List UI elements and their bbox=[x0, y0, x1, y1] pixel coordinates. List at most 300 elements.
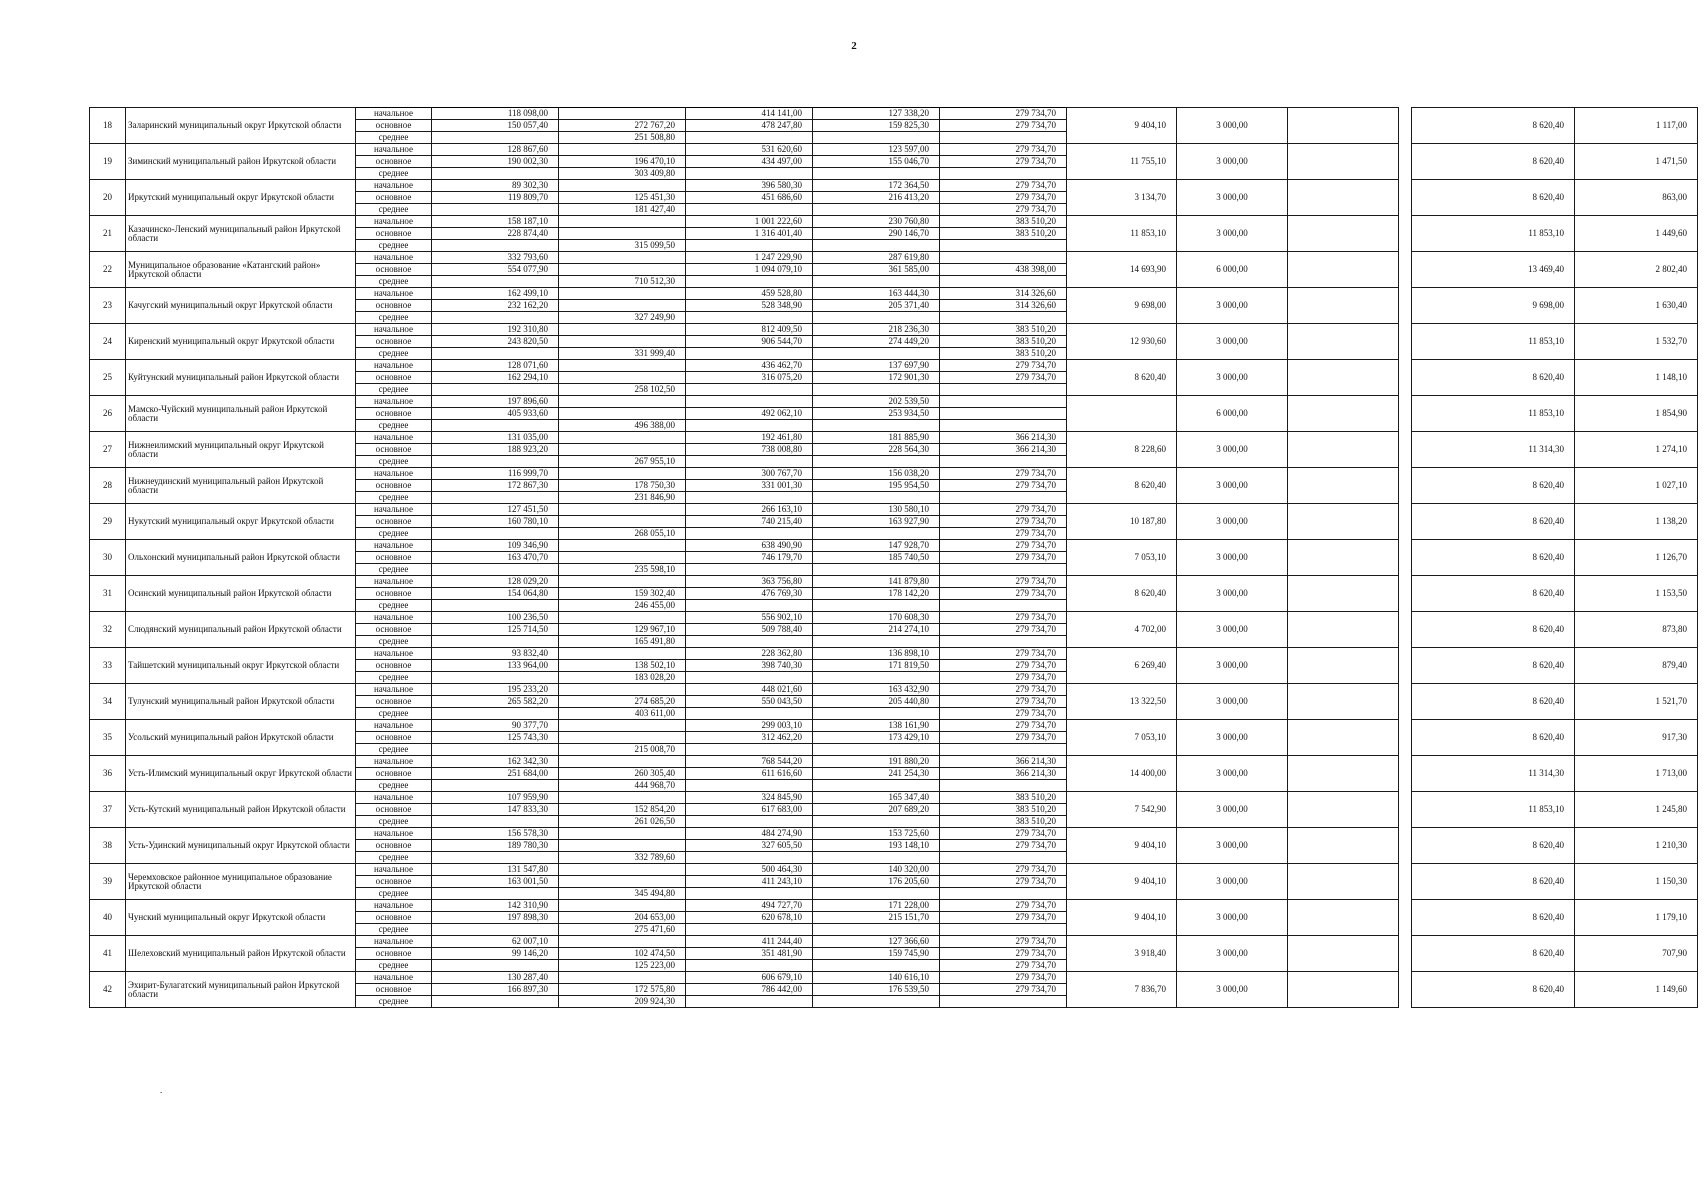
value-cell-d: 140 616,10 bbox=[813, 972, 940, 984]
value-cell-a: 118 098,00 bbox=[432, 108, 559, 120]
value-cell-a: 163 001,50 bbox=[432, 876, 559, 888]
value-cell-j: 1 471,50 bbox=[1575, 144, 1698, 180]
education-level: начальное bbox=[356, 396, 432, 408]
education-level: основное bbox=[356, 984, 432, 996]
value-cell-f: 3 134,70 bbox=[1067, 180, 1177, 216]
value-cell-c bbox=[686, 528, 813, 540]
table-row bbox=[90, 540, 1698, 552]
value-cell-a: 158 187,10 bbox=[432, 216, 559, 228]
value-cell-g: 3 000,00 bbox=[1177, 360, 1288, 396]
value-cell-d: 218 236,30 bbox=[813, 324, 940, 336]
row-number: 36 bbox=[90, 756, 126, 792]
value-cell-i: 8 620,40 bbox=[1412, 180, 1575, 216]
value-cell-f: 9 404,10 bbox=[1067, 108, 1177, 144]
value-cell-a: 162 342,30 bbox=[432, 756, 559, 768]
education-level: начальное bbox=[356, 468, 432, 480]
education-level: среднее bbox=[356, 384, 432, 396]
value-cell-c: 740 215,40 bbox=[686, 516, 813, 528]
value-cell-c: 363 756,80 bbox=[686, 576, 813, 588]
value-cell-c: 509 788,40 bbox=[686, 624, 813, 636]
value-cell-e: 279 734,70 bbox=[940, 684, 1067, 696]
value-cell-a: 128 029,20 bbox=[432, 576, 559, 588]
value-cell-e: 279 734,70 bbox=[940, 876, 1067, 888]
row-number: 42 bbox=[90, 972, 126, 1008]
value-cell-e bbox=[940, 492, 1067, 504]
value-cell-c: 1 094 079,10 bbox=[686, 264, 813, 276]
value-cell-a: 128 867,60 bbox=[432, 144, 559, 156]
value-cell-j: 873,80 bbox=[1575, 612, 1698, 648]
value-cell-e bbox=[940, 924, 1067, 936]
value-cell-c bbox=[686, 924, 813, 936]
value-cell-a: 93 832,40 bbox=[432, 648, 559, 660]
spacer-cell bbox=[1399, 252, 1412, 288]
table-row bbox=[90, 684, 1698, 696]
value-cell-j: 707,90 bbox=[1575, 936, 1698, 972]
value-cell-b: 215 008,70 bbox=[559, 744, 686, 756]
value-cell-g: 3 000,00 bbox=[1177, 864, 1288, 900]
value-cell-j: 1 532,70 bbox=[1575, 324, 1698, 360]
value-cell-b bbox=[559, 396, 686, 408]
value-cell-c: 494 727,70 bbox=[686, 900, 813, 912]
row-number: 32 bbox=[90, 612, 126, 648]
education-level: начальное bbox=[356, 432, 432, 444]
value-cell-a bbox=[432, 240, 559, 252]
municipality-name: Тайшетский муниципальный округ Иркутской области bbox=[126, 648, 356, 684]
value-cell-e: 279 734,70 bbox=[940, 984, 1067, 996]
value-cell-d: 163 927,90 bbox=[813, 516, 940, 528]
value-cell-a: 162 294,10 bbox=[432, 372, 559, 384]
value-cell-a: 119 809,70 bbox=[432, 192, 559, 204]
value-cell-f: 7 053,10 bbox=[1067, 720, 1177, 756]
education-level: среднее bbox=[356, 780, 432, 792]
education-level: начальное bbox=[356, 972, 432, 984]
municipality-name: Чунский муниципальный округ Иркутской области bbox=[126, 900, 356, 936]
value-cell-c: 531 620,60 bbox=[686, 144, 813, 156]
table-row bbox=[90, 432, 1698, 444]
value-cell-a bbox=[432, 816, 559, 828]
value-cell-b: 331 999,40 bbox=[559, 348, 686, 360]
spacer-cell bbox=[1399, 576, 1412, 612]
value-cell-i: 8 620,40 bbox=[1412, 576, 1575, 612]
value-cell-a bbox=[432, 960, 559, 972]
value-cell-c: 414 141,00 bbox=[686, 108, 813, 120]
spacer-cell bbox=[1399, 216, 1412, 252]
education-level: начальное bbox=[356, 756, 432, 768]
value-cell-g: 3 000,00 bbox=[1177, 288, 1288, 324]
value-cell-d: 176 205,60 bbox=[813, 876, 940, 888]
value-cell-c: 300 767,70 bbox=[686, 468, 813, 480]
education-level: среднее bbox=[356, 744, 432, 756]
municipality-name: Муниципальное образование «Катангский район» Иркутской области bbox=[126, 252, 356, 288]
value-cell-b bbox=[559, 360, 686, 372]
municipality-name: Казачинско-Ленский муниципальный район Иркутской области bbox=[126, 216, 356, 252]
value-cell-e: 279 734,70 bbox=[940, 528, 1067, 540]
value-cell-e: 279 734,70 bbox=[940, 504, 1067, 516]
value-cell-c: 738 008,80 bbox=[686, 444, 813, 456]
value-cell-d bbox=[813, 888, 940, 900]
municipality-name: Шелеховский муниципальный район Иркутской области bbox=[126, 936, 356, 972]
spacer-cell bbox=[1399, 108, 1412, 144]
value-cell-d: 170 608,30 bbox=[813, 612, 940, 624]
value-cell-h bbox=[1288, 324, 1399, 360]
value-cell-a bbox=[432, 492, 559, 504]
value-cell-i: 11 853,10 bbox=[1412, 396, 1575, 432]
value-cell-d: 215 151,70 bbox=[813, 912, 940, 924]
value-cell-j: 917,30 bbox=[1575, 720, 1698, 756]
education-level: среднее bbox=[356, 636, 432, 648]
municipality-name: Киренский муниципальный округ Иркутской области bbox=[126, 324, 356, 360]
table-row bbox=[90, 612, 1698, 624]
education-level: среднее bbox=[356, 852, 432, 864]
education-level: основное bbox=[356, 768, 432, 780]
value-cell-e: 279 734,70 bbox=[940, 660, 1067, 672]
value-cell-e: 383 510,20 bbox=[940, 816, 1067, 828]
table-row bbox=[90, 468, 1698, 480]
value-cell-b: 129 967,10 bbox=[559, 624, 686, 636]
value-cell-d: 181 885,90 bbox=[813, 432, 940, 444]
value-cell-b bbox=[559, 288, 686, 300]
value-cell-e: 279 734,70 bbox=[940, 120, 1067, 132]
value-cell-a: 100 236,50 bbox=[432, 612, 559, 624]
value-cell-e bbox=[940, 132, 1067, 144]
value-cell-i: 8 620,40 bbox=[1412, 648, 1575, 684]
spacer-cell bbox=[1399, 828, 1412, 864]
value-cell-h bbox=[1288, 792, 1399, 828]
municipality-name: Качугский муниципальный округ Иркутской области bbox=[126, 288, 356, 324]
value-cell-e: 366 214,30 bbox=[940, 756, 1067, 768]
value-cell-d bbox=[813, 636, 940, 648]
row-number: 38 bbox=[90, 828, 126, 864]
value-cell-g: 3 000,00 bbox=[1177, 720, 1288, 756]
value-cell-d: 216 413,20 bbox=[813, 192, 940, 204]
value-cell-a: 127 451,50 bbox=[432, 504, 559, 516]
value-cell-e: 383 510,20 bbox=[940, 804, 1067, 816]
value-cell-c: 528 348,90 bbox=[686, 300, 813, 312]
value-cell-h bbox=[1288, 720, 1399, 756]
table-row bbox=[90, 936, 1698, 948]
value-cell-a: 197 898,30 bbox=[432, 912, 559, 924]
education-level: среднее bbox=[356, 888, 432, 900]
row-number: 28 bbox=[90, 468, 126, 504]
value-cell-d bbox=[813, 312, 940, 324]
value-cell-d: 159 825,30 bbox=[813, 120, 940, 132]
row-number: 21 bbox=[90, 216, 126, 252]
value-cell-c bbox=[686, 996, 813, 1008]
value-cell-b bbox=[559, 540, 686, 552]
education-level: среднее bbox=[356, 312, 432, 324]
value-cell-e bbox=[940, 384, 1067, 396]
value-cell-a: 89 302,30 bbox=[432, 180, 559, 192]
value-cell-d bbox=[813, 420, 940, 432]
value-cell-e bbox=[940, 240, 1067, 252]
value-cell-f: 8 228,60 bbox=[1067, 432, 1177, 468]
education-level: начальное bbox=[356, 504, 432, 516]
value-cell-a: 142 310,90 bbox=[432, 900, 559, 912]
education-level: основное bbox=[356, 372, 432, 384]
education-level: основное bbox=[356, 948, 432, 960]
value-cell-f: 14 693,90 bbox=[1067, 252, 1177, 288]
value-cell-i: 8 620,40 bbox=[1412, 468, 1575, 504]
value-cell-a bbox=[432, 528, 559, 540]
value-cell-g: 3 000,00 bbox=[1177, 684, 1288, 720]
value-cell-c bbox=[686, 276, 813, 288]
spacer-cell bbox=[1399, 288, 1412, 324]
value-cell-c: 1 247 229,90 bbox=[686, 252, 813, 264]
table-row bbox=[90, 396, 1698, 408]
value-cell-d: 191 880,20 bbox=[813, 756, 940, 768]
value-cell-h bbox=[1288, 900, 1399, 936]
education-level: основное bbox=[356, 228, 432, 240]
spacer-cell bbox=[1399, 360, 1412, 396]
value-cell-h bbox=[1288, 936, 1399, 972]
value-cell-b: 267 955,10 bbox=[559, 456, 686, 468]
value-cell-h bbox=[1288, 396, 1399, 432]
education-level: основное bbox=[356, 588, 432, 600]
value-cell-d: 165 347,40 bbox=[813, 792, 940, 804]
value-cell-d bbox=[813, 348, 940, 360]
value-cell-d bbox=[813, 492, 940, 504]
value-cell-i: 8 620,40 bbox=[1412, 504, 1575, 540]
value-cell-e: 279 734,70 bbox=[940, 972, 1067, 984]
value-cell-d: 287 619,80 bbox=[813, 252, 940, 264]
value-cell-e bbox=[940, 408, 1067, 420]
value-cell-e: 383 510,20 bbox=[940, 324, 1067, 336]
value-cell-e bbox=[940, 168, 1067, 180]
value-cell-h bbox=[1288, 756, 1399, 792]
municipality-name: Усть-Кутский муниципальный район Иркутской области bbox=[126, 792, 356, 828]
education-level: среднее bbox=[356, 204, 432, 216]
value-cell-b: 125 451,30 bbox=[559, 192, 686, 204]
education-level: основное bbox=[356, 876, 432, 888]
value-cell-a: 131 035,00 bbox=[432, 432, 559, 444]
value-cell-a bbox=[432, 564, 559, 576]
education-level: среднее bbox=[356, 564, 432, 576]
value-cell-a: 150 057,40 bbox=[432, 120, 559, 132]
value-cell-g: 3 000,00 bbox=[1177, 576, 1288, 612]
spacer-cell bbox=[1399, 468, 1412, 504]
value-cell-a: 147 833,30 bbox=[432, 804, 559, 816]
education-level: начальное bbox=[356, 828, 432, 840]
value-cell-e bbox=[940, 456, 1067, 468]
value-cell-f: 12 930,60 bbox=[1067, 324, 1177, 360]
value-cell-c bbox=[686, 888, 813, 900]
value-cell-f: 11 755,10 bbox=[1067, 144, 1177, 180]
row-number: 35 bbox=[90, 720, 126, 756]
value-cell-c: 436 462,70 bbox=[686, 360, 813, 372]
value-cell-c bbox=[686, 816, 813, 828]
value-cell-f: 14 400,00 bbox=[1067, 756, 1177, 792]
value-cell-e: 366 214,30 bbox=[940, 444, 1067, 456]
value-cell-c: 746 179,70 bbox=[686, 552, 813, 564]
value-cell-c bbox=[686, 492, 813, 504]
value-cell-b: 345 494,80 bbox=[559, 888, 686, 900]
value-cell-b: 209 924,30 bbox=[559, 996, 686, 1008]
value-cell-f bbox=[1067, 396, 1177, 432]
value-cell-j: 1 854,90 bbox=[1575, 396, 1698, 432]
value-cell-f: 13 322,50 bbox=[1067, 684, 1177, 720]
value-cell-d bbox=[813, 168, 940, 180]
value-cell-c: 299 003,10 bbox=[686, 720, 813, 732]
value-cell-i: 8 620,40 bbox=[1412, 360, 1575, 396]
value-cell-e: 279 734,70 bbox=[940, 516, 1067, 528]
value-cell-b: 327 249,90 bbox=[559, 312, 686, 324]
education-level: среднее bbox=[356, 420, 432, 432]
value-cell-c: 1 001 222,60 bbox=[686, 216, 813, 228]
value-cell-e: 279 734,70 bbox=[940, 576, 1067, 588]
value-cell-d bbox=[813, 744, 940, 756]
value-cell-i: 8 620,40 bbox=[1412, 828, 1575, 864]
spacer-cell bbox=[1399, 684, 1412, 720]
education-level: основное bbox=[356, 120, 432, 132]
value-cell-e bbox=[940, 636, 1067, 648]
value-cell-c: 192 461,80 bbox=[686, 432, 813, 444]
value-cell-d: 159 745,90 bbox=[813, 948, 940, 960]
value-cell-i: 11 314,30 bbox=[1412, 432, 1575, 468]
value-cell-j: 1 521,70 bbox=[1575, 684, 1698, 720]
value-cell-b: 138 502,10 bbox=[559, 660, 686, 672]
value-cell-b: 332 789,60 bbox=[559, 852, 686, 864]
value-cell-j: 1 027,10 bbox=[1575, 468, 1698, 504]
education-level: начальное bbox=[356, 612, 432, 624]
value-cell-i: 8 620,40 bbox=[1412, 900, 1575, 936]
value-cell-j: 879,40 bbox=[1575, 648, 1698, 684]
value-cell-g: 3 000,00 bbox=[1177, 432, 1288, 468]
value-cell-c bbox=[686, 456, 813, 468]
value-cell-d: 137 697,90 bbox=[813, 360, 940, 372]
page-number: 2 bbox=[851, 40, 857, 52]
value-cell-a bbox=[432, 996, 559, 1008]
value-cell-d: 138 161,90 bbox=[813, 720, 940, 732]
value-cell-b bbox=[559, 732, 686, 744]
value-cell-a: 195 233,20 bbox=[432, 684, 559, 696]
table-row bbox=[90, 900, 1698, 912]
municipality-name: Усть-Илимский муниципальный округ Иркутской области bbox=[126, 756, 356, 792]
table-row bbox=[90, 216, 1698, 228]
municipality-name: Ольхонский муниципальный район Иркутской области bbox=[126, 540, 356, 576]
table-row bbox=[90, 648, 1698, 660]
value-cell-b bbox=[559, 264, 686, 276]
value-cell-a: 107 959,90 bbox=[432, 792, 559, 804]
value-cell-a: 243 820,50 bbox=[432, 336, 559, 348]
municipality-name: Усольский муниципальный район Иркутской области bbox=[126, 720, 356, 756]
value-cell-d: 207 689,20 bbox=[813, 804, 940, 816]
value-cell-h bbox=[1288, 504, 1399, 540]
value-cell-e bbox=[940, 780, 1067, 792]
value-cell-b: 159 302,40 bbox=[559, 588, 686, 600]
education-level: среднее bbox=[356, 456, 432, 468]
value-cell-h bbox=[1288, 648, 1399, 684]
value-cell-b bbox=[559, 180, 686, 192]
value-cell-c: 556 902,10 bbox=[686, 612, 813, 624]
value-cell-g: 3 000,00 bbox=[1177, 504, 1288, 540]
value-cell-e: 279 734,70 bbox=[940, 480, 1067, 492]
value-cell-b: 496 388,00 bbox=[559, 420, 686, 432]
value-cell-h bbox=[1288, 432, 1399, 468]
value-cell-b bbox=[559, 252, 686, 264]
value-cell-g: 3 000,00 bbox=[1177, 936, 1288, 972]
value-cell-e: 438 398,00 bbox=[940, 264, 1067, 276]
value-cell-b: 172 575,80 bbox=[559, 984, 686, 996]
education-level: начальное bbox=[356, 540, 432, 552]
value-cell-a bbox=[432, 636, 559, 648]
value-cell-b: 260 305,40 bbox=[559, 768, 686, 780]
value-cell-b bbox=[559, 108, 686, 120]
value-cell-b bbox=[559, 552, 686, 564]
education-level: основное bbox=[356, 444, 432, 456]
value-cell-i: 8 620,40 bbox=[1412, 936, 1575, 972]
row-number: 37 bbox=[90, 792, 126, 828]
value-cell-d: 185 740,50 bbox=[813, 552, 940, 564]
value-cell-a: 172 867,30 bbox=[432, 480, 559, 492]
spacer-cell bbox=[1399, 180, 1412, 216]
value-cell-e: 279 734,70 bbox=[940, 540, 1067, 552]
education-level: начальное bbox=[356, 324, 432, 336]
value-cell-b: 268 055,10 bbox=[559, 528, 686, 540]
education-level: начальное bbox=[356, 864, 432, 876]
value-cell-e: 383 510,20 bbox=[940, 228, 1067, 240]
value-cell-b: 246 455,00 bbox=[559, 600, 686, 612]
municipality-name: Куйтунский муниципальный район Иркутской области bbox=[126, 360, 356, 396]
table-row bbox=[90, 720, 1698, 732]
education-level: основное bbox=[356, 264, 432, 276]
value-cell-h bbox=[1288, 972, 1399, 1008]
row-number: 22 bbox=[90, 252, 126, 288]
value-cell-a: 189 780,30 bbox=[432, 840, 559, 852]
value-cell-a bbox=[432, 852, 559, 864]
education-level: основное bbox=[356, 192, 432, 204]
education-level: основное bbox=[356, 912, 432, 924]
spacer-cell bbox=[1399, 900, 1412, 936]
spacer-cell bbox=[1399, 612, 1412, 648]
value-cell-a: 265 582,20 bbox=[432, 696, 559, 708]
value-cell-g: 3 000,00 bbox=[1177, 900, 1288, 936]
value-cell-c: 617 683,00 bbox=[686, 804, 813, 816]
value-cell-d bbox=[813, 132, 940, 144]
value-cell-c: 1 316 401,40 bbox=[686, 228, 813, 240]
education-level: основное bbox=[356, 300, 432, 312]
value-cell-c: 606 679,10 bbox=[686, 972, 813, 984]
value-cell-b: 275 471,60 bbox=[559, 924, 686, 936]
value-cell-i: 8 620,40 bbox=[1412, 108, 1575, 144]
value-cell-e bbox=[940, 396, 1067, 408]
value-cell-e: 366 214,30 bbox=[940, 432, 1067, 444]
municipality-name: Нукутский муниципальный округ Иркутской области bbox=[126, 504, 356, 540]
value-cell-b: 178 750,30 bbox=[559, 480, 686, 492]
municipality-name: Тулунский муниципальный район Иркутской области bbox=[126, 684, 356, 720]
value-cell-e: 279 734,70 bbox=[940, 552, 1067, 564]
value-cell-b: 231 846,90 bbox=[559, 492, 686, 504]
table-row bbox=[90, 792, 1698, 804]
value-cell-i: 13 469,40 bbox=[1412, 252, 1575, 288]
value-cell-h bbox=[1288, 684, 1399, 720]
value-cell-d: 155 046,70 bbox=[813, 156, 940, 168]
value-cell-e: 279 734,70 bbox=[940, 912, 1067, 924]
value-cell-d: 172 901,30 bbox=[813, 372, 940, 384]
value-cell-d: 156 038,20 bbox=[813, 468, 940, 480]
value-cell-a: 190 002,30 bbox=[432, 156, 559, 168]
row-number: 18 bbox=[90, 108, 126, 144]
value-cell-h bbox=[1288, 252, 1399, 288]
value-cell-d bbox=[813, 384, 940, 396]
value-cell-i: 8 620,40 bbox=[1412, 720, 1575, 756]
education-level: среднее bbox=[356, 492, 432, 504]
value-cell-b bbox=[559, 864, 686, 876]
value-cell-b: 102 474,50 bbox=[559, 948, 686, 960]
spacer-cell bbox=[1399, 432, 1412, 468]
value-cell-f: 9 404,10 bbox=[1067, 900, 1177, 936]
value-cell-h bbox=[1288, 612, 1399, 648]
value-cell-j: 1 713,00 bbox=[1575, 756, 1698, 792]
